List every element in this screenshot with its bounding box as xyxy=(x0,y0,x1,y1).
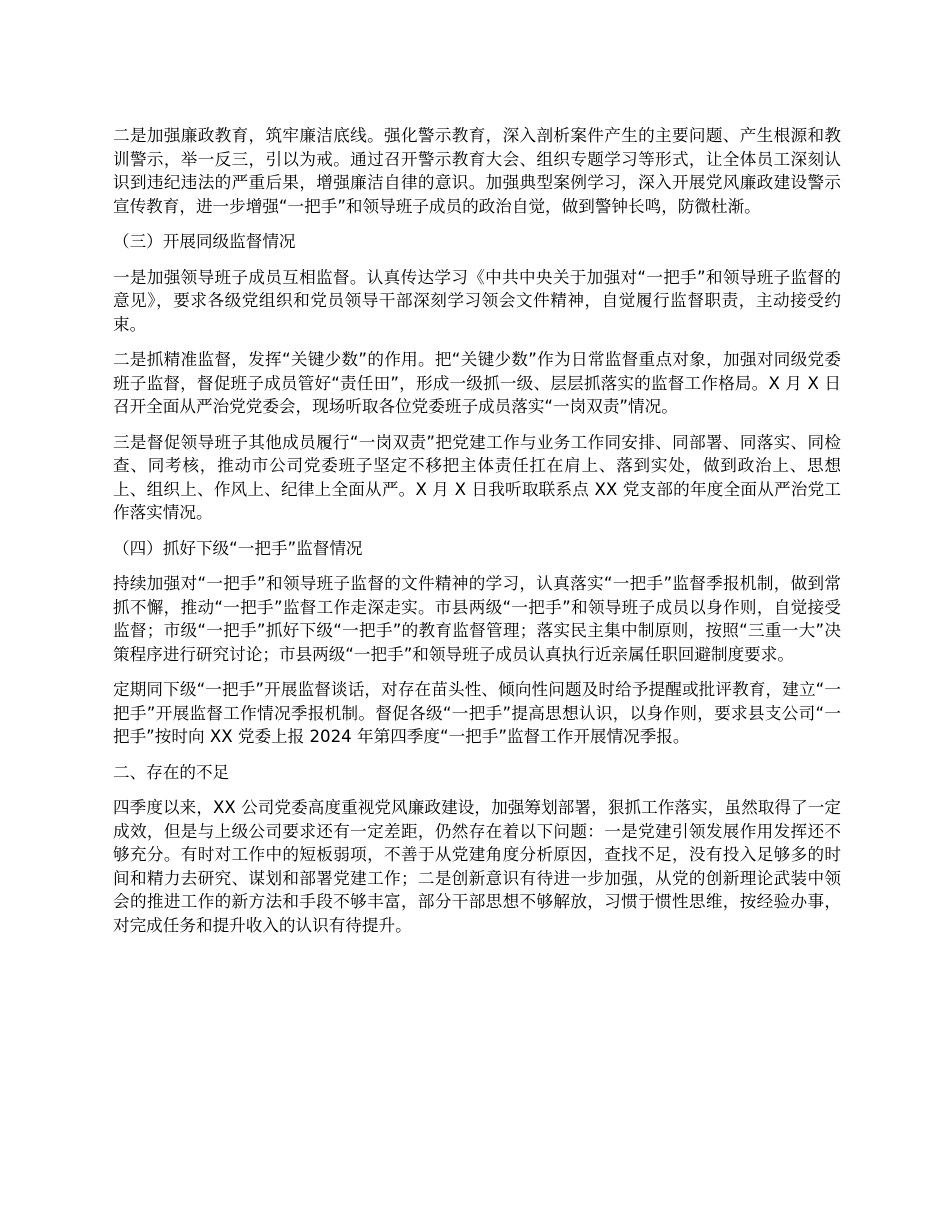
section-heading-peer-supervision: （三）开展同级监督情况 xyxy=(113,232,296,251)
paragraph-continuous-learning: 持续加强对“一把手”和领导班子监督的文件精神的学习，认真落实“一把手”监督季报机制，做到常抓不懈，推动“一把手”监督工作走深走实。市县两级“一把手”和领导班子成员以身作则，自觉接受监督；市级“一把手”抓好下级“一把手”的教育监督管理；落实民主集中制原则，按照“三重一大”决策程序进行研究讨论；市县两级“一把手”和领导班子成员认真执行近亲属任职回避制度要求。 xyxy=(113,574,841,664)
section-heading-shortcomings: 二、存在的不足 xyxy=(113,762,230,782)
document-page xyxy=(113,124,841,937)
paragraph-anti-corruption-education: 二是加强廉政教育，筑牢廉洁底线。强化警示教育，深入剖析案件产生的主要问题、产生根源和教训警示，举一反三，引以为戒。通过召开警示教育大会、组织专题学习等形式，让全体员工深刻认识到违纪违法的严重后果，增强廉洁自律的意识。加强典型案例学习，深入开展党风廉政建设警示宣传教育，进一步增强“一把手”和领导班子成员的政治自觉，做到警钟长鸣，防微杜渐。 xyxy=(113,126,841,216)
paragraph-dual-responsibility: 三是督促领导班子其他成员履行“一岗双责”把党建工作与业务工作同安排、同部署、同落实、同检查、同考核，推动市公司党委班子坚定不移把主体责任扛在肩上、落到实处，做到政治上、思想上、组织上、作风上、纪律上全面从严。X 月 X 日我听取联系点 XX 党支部的年度全面从严治党工作落实情况。 xyxy=(113,432,841,522)
paragraph-supervision-talks: 定期同下级“一把手”开展监督谈话，对存在苗头性、倾向性问题及时给予提醒或批评教育，建立“一把手”开展监督工作情况季报机制。督促各级“一把手”提高思想认识，以身作则，要求县支公司“一把手”按时向 XX 党委上报 2024 年第四季度“一把手”监督工作开展情况季报。 xyxy=(113,680,841,746)
section-heading-subordinate-supervision: （四）抓好下级“一把手”监督情况 xyxy=(113,538,363,558)
paragraph-shortcomings: 四季度以来，XX 公司党委高度重视党风廉政建设，加强筹划部署，狠抓工作落实，虽然取得了一定成效，但是与上级公司要求还有一定差距，仍然存在着以下问题：一是党建引领发展作用发挥还不够充分。有时对工作中的短板弱项，不善于从党建角度分析原因，查找不足，没有投入足够多的时间和精力去研究、谋划和部署党建工作；二是创新意识有待进一步加强，从党的创新理论武装中领会的推进工作的新方法和手段不够丰富，部分干部思想不够解放，习惯于惯性思维，按经验办事，对完成任务和提升收入的认识有待提升。 xyxy=(113,798,841,935)
paragraph-precise-supervision: 二是抓精准监督，发挥“关键少数”的作用。把“关键少数”作为日常监督重点对象，加强对同级党委班子监督，督促班子成员管好“责任田”，形成一级抓一级、层层抓落实的监督工作格局。X 月 X 日召开全面从严治党党委会，现场听取各位党委班子成员落实“一岗双责”情况。 xyxy=(113,350,841,416)
paragraph-mutual-supervision: 一是加强领导班子成员互相监督。认真传达学习《中共中央关于加强对“一把手”和领导班子监督的意见》，要求各级党组织和党员领导干部深刻学习领会文件精神，自觉履行监督职责，主动接受约束。 xyxy=(113,267,841,334)
